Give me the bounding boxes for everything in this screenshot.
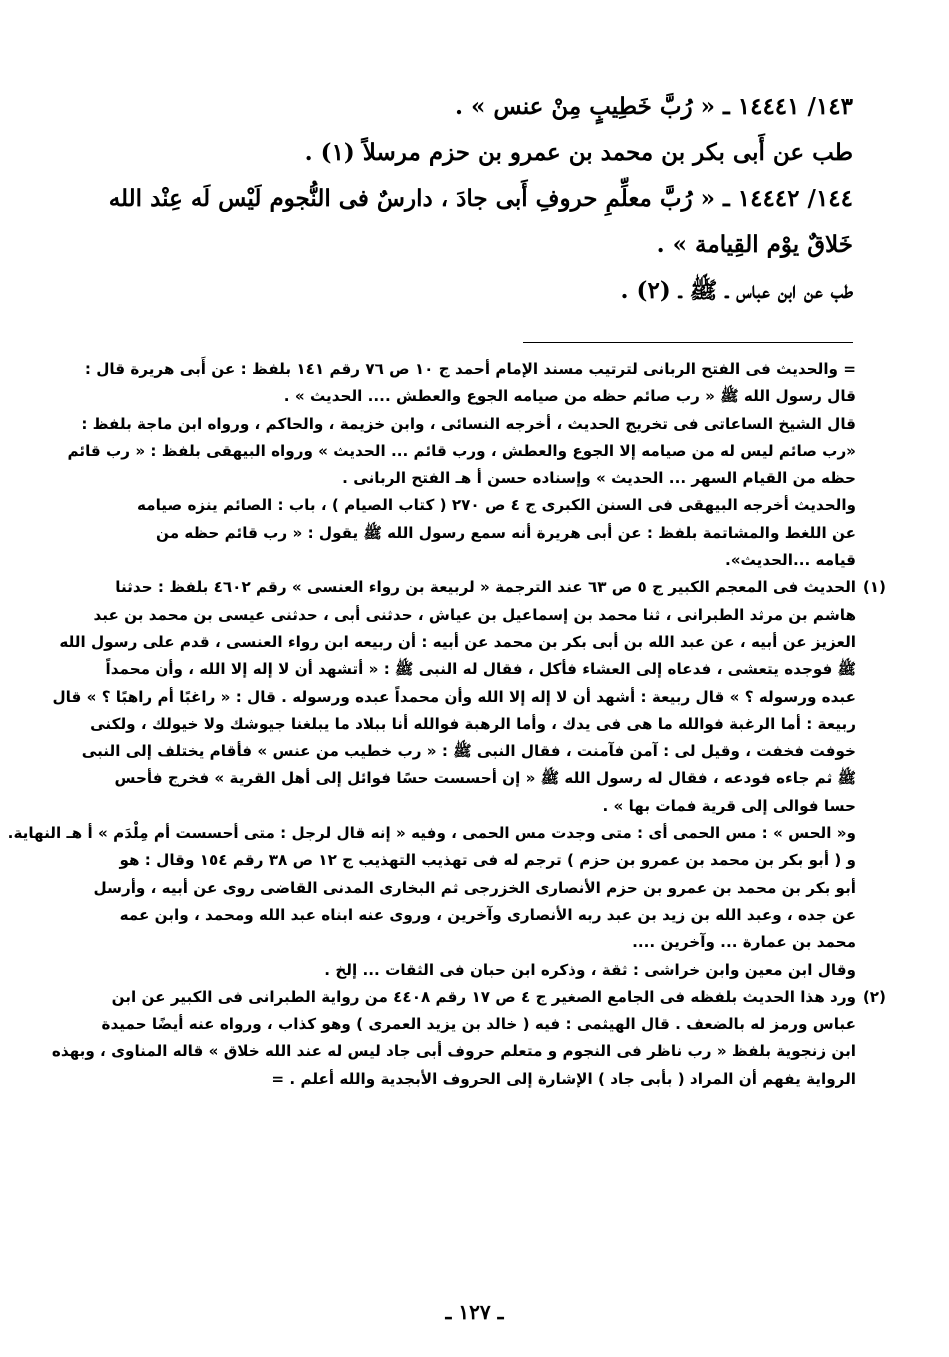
hadith-144-line-1: ١٤٤/ ١٤٤٤٢ ـ « رُبَّ معلِّمِ حروفِ أَبى جادَ ، دارسٌ فى النُّجوم لَيْس لَه عِنْد الله [108,185,853,212]
footnote-line: عن جده ، وعبد الله بن زيد بن عبد ربه الأنصارى وآخرين ، وروى عنه ابناه عبد الله ومحمد ، وابن عمه [119,905,856,924]
footnote-line: حسا فوالى إلى قرية فمات بها » . [602,796,856,815]
footnote-line: أبو بكر بن محمد بن عمرو بن حزم الأنصارى الخزرجى ثم البخارى المدنى القاضى روى عن أبيه ، وأرسل [93,878,856,897]
footnote-1-number: (١) [862,578,886,597]
footnote-line: قال رسول الله ﷺ « رب صائم حظه من صيامه الجوع والعطش .... الحديث » . [283,387,856,406]
footnote-line: = والحديث فى الفتح الربانى لترتيب مسند الإمام أحمد ج ١٠ ص ٧٦ رقم ١٤١ بلفظ : عن أَبى هريرة قال : [84,360,856,378]
footnote-line: قال الشيخ الساعاتى فى تخريج الحديث ، أخرجه النسائى ، وابن خزيمة ، والحاكم ، ورواه ابن ماجة بلفظ : [81,414,856,433]
hadith-143-source: طب عن أَبى بكر بن محمد بن عمرو بن حزم مرسلاً (١) . [304,139,853,166]
footnote-line: ابن زنجوية بلفظ « رب ناظر فى النجوم و متعلم حروف أبى جاد ليس له عند الله خلاق » قاله المناوى ، وبهذه [51,1042,856,1061]
footnote-line: العزيز عن أبيه ، عن عبد الله بن أبى بكر بن محمد عن أبيه : أن ربيعه ابن رواء العنسى ، قدم على رسول الله [59,632,856,651]
footnote-line: خوفت فخفت ، وقيل لى : آمن فآمنت ، فقال النبى ﷺ : « رب خطيب من عنس » فأقام يختلف إلى النبى [81,742,856,761]
footnote-line: حظه من القيام السهر ... الحديث » وإسناده حسن أ هـ الفتح الربانى . [342,469,856,488]
footnote-line: الرواية يفهم أن المراد ( بأبى جاد ) الإشارة إلى الحروف الأبجدية والله أعلم . = [271,1069,856,1088]
footnote-line: والحديث أخرجه البيهقى فى السنن الكبرى ج ٤ ص ٢٧٠ ( كتاب الصيام ) ، باب : الصائم ينزه صيامه [136,496,856,515]
hadith-144-source: طب عن ابن عباس ـ ﷺ ـ (٢) . [620,277,853,304]
footnote-line: و« الحس » : مس الحمى أى : متى وجدت مس الحمى ، وفيه « إنه قال لرجل : متى أحسست أم مِلْدَم » أ هـ النهاية. [7,824,856,843]
footnote-line: ﷺ فوجده يتعشى ، فدعاه إلى العشاء فأكل ، فقال له النبى ﷺ : « أتشهد أن لا إله إلا الله ، وأن محمداً [105,660,856,679]
footnote-line: وقال ابن معين وابن خراشى : ثقة ، وذكره ابن حبان فى الثقات ... إلخ . [324,960,856,979]
footnote-2 [51,984,886,1093]
footnotes [7,356,886,1093]
footnote-line: الحديث فى المعجم الكبير ج ٥ ص ٦٣ عند الترجمة « لربيعة بن رواء العنسى » رقم ٤٦٠٢ بلفظ : حدثنا [115,578,856,597]
page-number: ـ ١٢٧ ـ [445,1300,504,1324]
footnote-line: قيامه ...الحديث». [724,551,856,570]
hadith-144-line-2: خَلاقٌ يوْم القِيامة » . [656,231,853,258]
footnote-line: عن اللغط والمشاتمة بلفظ : عن أبى هريرة أنه سمع رسول الله ﷺ يقول : « رب قائم حظه من [156,523,856,542]
footnote-line: عباس ورمز له بالضعف . قال الهيثمى : فيه ( خالد بن يزيد العمرى ) وهو كذاب ، ورواه عنه أيضًا حميدة [101,1015,856,1034]
footnote-1 [52,574,886,820]
footnote-line: هاشم بن مرثد الطبرانى ، ثنا محمد بن إسماعيل بن عياش ، حدثنى أبى ، حدثنى عيسى بن محمد بن عبد [93,605,856,624]
footnote-line: عبده ورسوله ؟ » قال ربيعة : أشهد أن لا إله إلا الله وأن محمداً عبده ورسوله . قال : « راغبًا أم راهبًا ؟ » قال [52,687,856,706]
footnote-line: ربيعة : أما الرغبة فوالله ما هى فى يدك ، وأما الرهبة فوالله أنا ببلاد ما يبلغنا جيوشك ولا خيولك ، ولكنى [90,714,856,733]
footnote-2-number: (٢) [862,987,886,1006]
main-text [83,84,853,314]
footnote-line: و ( أبو بكر بن محمد بن عمرو بن حزم ) ترجم له فى تهذيب التهذيب ج ١٢ ص ٣٨ رقم ١٥٤ وقال : هو [119,851,856,870]
footnote-line: محمد بن عمارة ... وآخرين .... [632,933,856,952]
footnote-1-continuation [7,820,856,984]
footnote-line: «رب صائم ليس له من صيامه إلا الجوع والعطش ، ورب قائم ... الحديث » ورواه البيهقى بلفظ : « رب قائم [67,441,856,460]
footnote-continuation [67,356,856,574]
hadith-143: ١٤٣/ ١٤٤٤١ ـ « رُبَّ خَطِيبٍ مِنْ عنس » . [454,93,853,120]
footnote-line: ورد هذا الحديث بلفظه فى الجامع الصغير ج ٤ ص ١٧ رقم ٤٤٠٨ من رواية الطبرانى فى الكبير عن ابن [111,987,856,1006]
footnote-divider [523,342,853,343]
footnote-line: ﷺ ثم جاءه فودعه ، فقال له رسول الله ﷺ « إن أحسست حسًا فوائل إلى أهل القرية » فخرج فأحس [114,769,856,788]
